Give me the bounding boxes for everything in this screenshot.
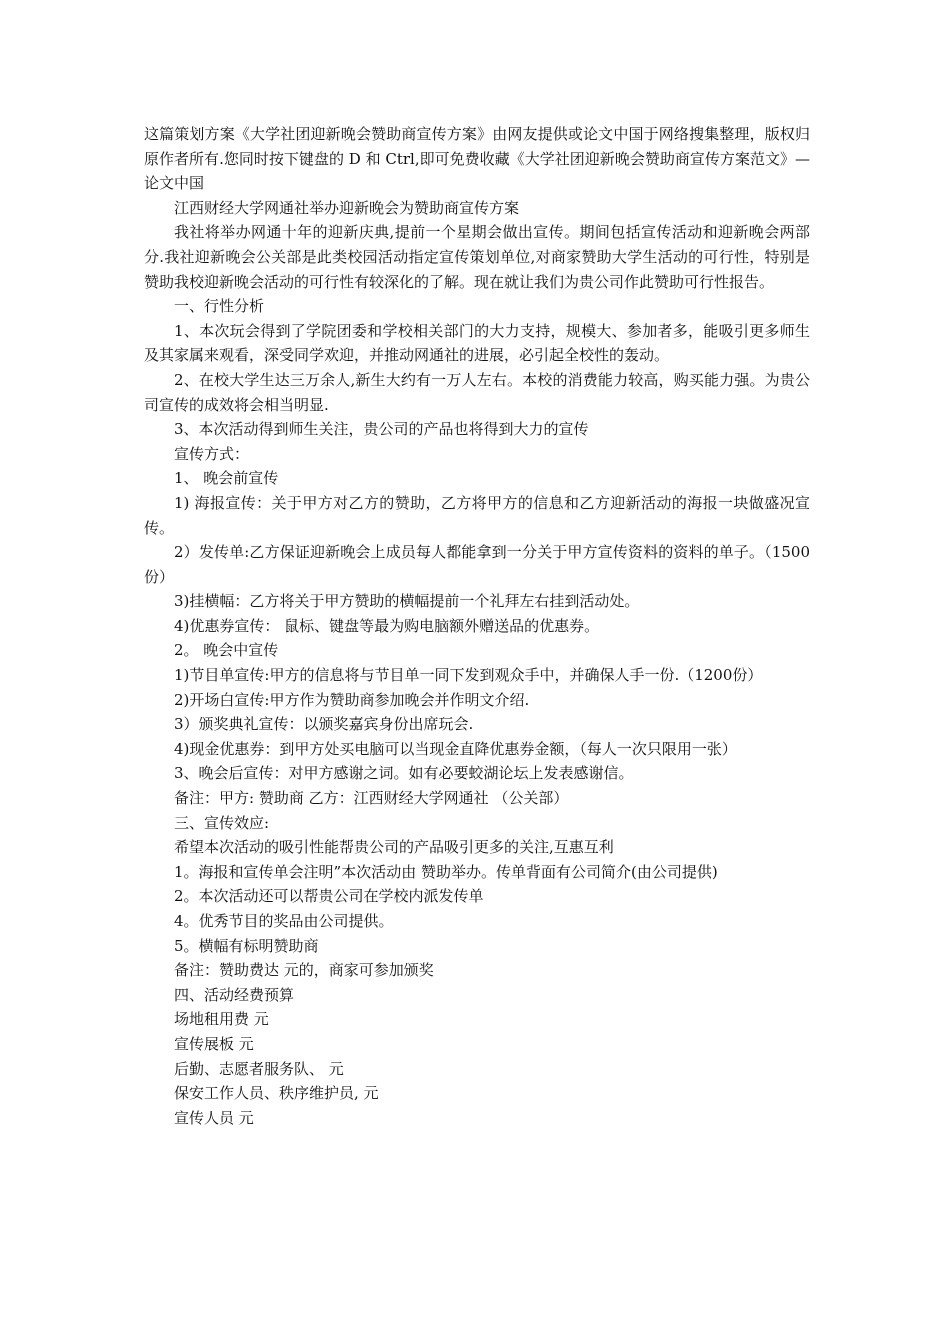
subheading-pre-show: 1、 晚会前宣传 [174,469,279,488]
during-show-item-2: 2)开场白宣传:甲方作为赞助商参加晚会并作明文介绍. [174,690,530,709]
effects-item-2: 2。本次活动还可以帮贵公司在学校内派发传单 [174,887,484,906]
during-show-item-3: 3）颁奖典礼宣传：以颁奖嘉宾身份出席玩会. [174,715,474,734]
note-parties: 备注：甲方: 赞助商 乙方：江西财经大学网通社 （公关部） [174,789,569,808]
budget-item-venue: 场地租用费 元 [174,1010,269,1029]
pre-show-item-4: 4)优惠券宣传： 鼠标、键盘等最为购电脑额外赠送品的优惠券。 [174,616,600,635]
intro-paragraph: 这篇策划方案《大学社团迎新晚会赞助商宣传方案》由网友提供或论文中国于网络搜集整理，版权归原作者所有.您同时按下键盘的 D 和 Ctrl,即可免费收藏《大学社团迎新晚会赞助商宣传方案范文》—论文中国 [144,125,810,193]
budget-item-publicity: 宣传人员 元 [174,1108,254,1127]
plan-title: 江西财经大学网通社举办迎新晚会为赞助商宣传方案 [174,198,520,217]
document-page [144,122,810,1130]
effects-item-4: 4。优秀节目的奖品由公司提供。 [174,912,394,930]
feasibility-item-2: 2、在校大学生达三万余人,新生大约有一万人左右。本校的消费能力较高，购买能力强。为贵公司宣传的成效将会相当明显. [144,370,810,414]
subheading-post-show: 3、晚会后宣传：对甲方感谢之词。如有必要蛟湖论坛上发表感谢信。 [174,764,634,783]
during-show-item-1: 1)节目单宣传:甲方的信息将与节目单一同下发到观众手中，并确保人手一份.（1200份） [174,666,763,685]
section-heading-effects: 三、宣传效应: [174,813,270,832]
section-heading-methods: 宣传方式： [174,444,250,463]
budget-item-security: 保安工作人员、秩序维护员, 元 [174,1084,379,1103]
pre-show-item-2: 2）发传单:乙方保证迎新晚会上成员每人都能拿到一分关于甲方宣传资料的资料的单子。（1500份） [144,543,810,586]
note-sponsorship: 备注：赞助费达 元的，商家可参加颁奖 [174,961,434,980]
feasibility-item-1: 1、本次玩会得到了学院团委和学校相关部门的大力支持，规模大、参加者多，能吸引更多师生及其家属来观看，深受同学欢迎，并推动网通社的进展，必引起全校性的轰动。 [144,321,810,365]
subheading-during-show: 2。 晚会中宣传 [174,641,279,660]
effects-intro: 希望本次活动的吸引性能帮贵公司的产品吸引更多的关注,互惠互利 [174,838,614,857]
section-heading-feasibility: 一、行性分析 [174,297,265,316]
overview-paragraph: 我社将举办网通十年的迎新庆典,提前一个星期会做出宣传。期间包括宣传活动和迎新晚会两部分.我社迎新晚会公关部是此类校园活动指定宣传策划单位,对商家赞助大学生活动的可行性，特别是赞助我校迎新晚会活动的可行性有较深化的了解。现在就让我们为贵公司作此赞助可行性报告。 [144,223,810,291]
pre-show-item-1: 1) 海报宣传：关于甲方对乙方的赞助，乙方将甲方的信息和乙方迎新活动的海报一块做盛况宣传。 [144,493,810,537]
section-heading-budget: 四、活动经费预算 [174,985,295,1004]
effects-item-5: 5。横幅有标明赞助商 [174,936,319,955]
feasibility-item-3: 3、本次活动得到师生关注，贵公司的产品也将得到大力的宣传 [174,420,589,439]
effects-item-1: 1。海报和宣传单会注明”本次活动由 赞助举办。传单背面有公司简介(由公司提供) [174,862,718,881]
budget-item-logistics: 后勤、志愿者服务队、 元 [174,1059,344,1078]
during-show-item-4: 4)现金优惠券：到甲方处买电脑可以当现金直降优惠券金额，（每人一次只限用一张） [174,739,737,758]
budget-item-boards: 宣传展板 元 [174,1034,254,1053]
pre-show-item-3: 3)挂横幅：乙方将关于甲方赞助的横幅提前一个礼拜左右挂到活动处。 [174,592,640,611]
